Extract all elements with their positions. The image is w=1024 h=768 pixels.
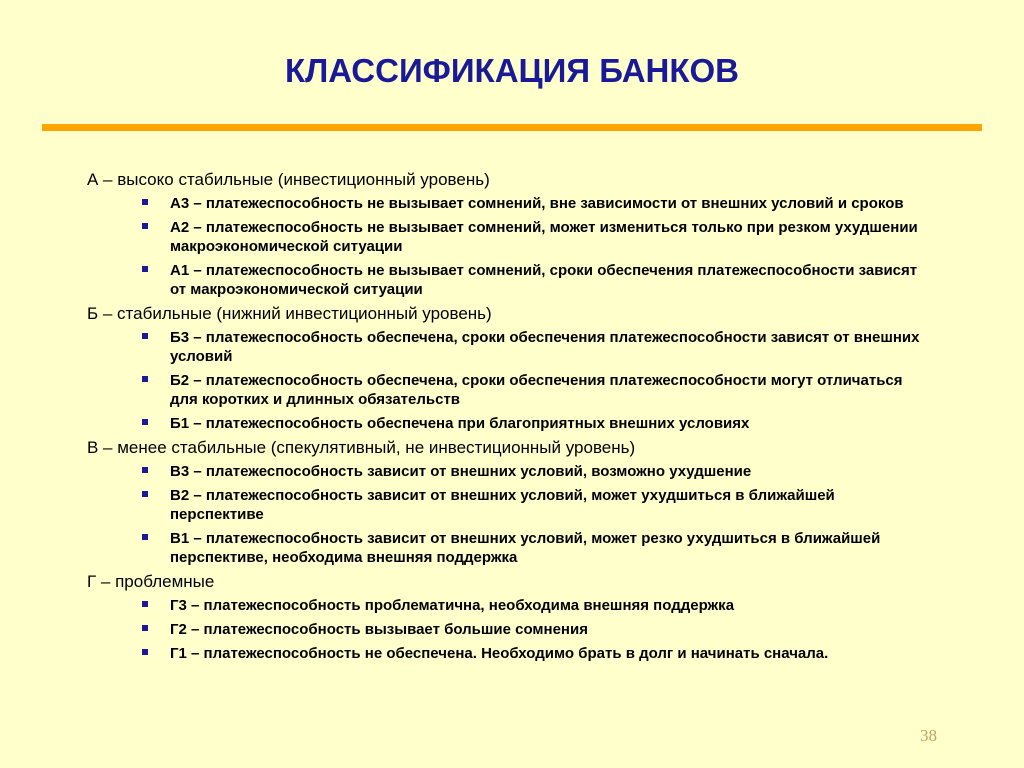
square-bullet-icon xyxy=(142,333,148,339)
list-item xyxy=(87,414,930,433)
list-item xyxy=(87,328,930,366)
list-item xyxy=(87,620,930,639)
item-text: Г2 – платежеспособность вызывает большие сомнения xyxy=(170,621,588,638)
item-text: В3 – платежеспособность зависит от внешних условий, возможно ухудшение xyxy=(170,463,752,480)
page-title: КЛАССИФИКАЦИЯ БАНКОВ xyxy=(284,52,740,89)
list-item xyxy=(87,529,930,567)
group-label: Г – проблемные xyxy=(87,572,215,591)
item-text: Б1 – платежеспособность обеспечена при благоприятных внешних условиях xyxy=(170,415,750,432)
group-a xyxy=(87,170,947,299)
item-text: А3 – платежеспособность не вызывает сомнений, вне зависимости от внешних условий и сроков xyxy=(170,195,904,212)
group-items xyxy=(87,596,947,663)
item-text: Б2 – платежеспособность обеспечена, сроки обеспечения платежеспособности могут отличаться для коротких и длинных обязательств xyxy=(170,372,903,408)
title-divider xyxy=(42,124,982,131)
list-item xyxy=(87,644,930,663)
square-bullet-icon xyxy=(142,419,148,425)
group-g xyxy=(87,572,947,663)
square-bullet-icon xyxy=(142,534,148,540)
item-text: В1 – платежеспособность зависит от внешних условий, может резко ухудшиться в ближайшей перспективе, необходима внешняя поддержка xyxy=(170,530,881,566)
group-items xyxy=(87,462,947,567)
item-text: Г1 – платежеспособность не обеспечена. Необходимо брать в долг и начинать сначала. xyxy=(170,645,829,662)
square-bullet-icon xyxy=(142,467,148,473)
classification-list xyxy=(87,170,947,668)
group-items xyxy=(87,328,947,433)
page-number: 38 xyxy=(920,726,937,745)
item-text: А2 – платежеспособность не вызывает сомнений, может измениться только при резком ухудшении макроэкономической ситуации xyxy=(170,219,918,255)
square-bullet-icon xyxy=(142,625,148,631)
square-bullet-icon xyxy=(142,601,148,607)
square-bullet-icon xyxy=(142,223,148,229)
square-bullet-icon xyxy=(142,649,148,655)
list-item xyxy=(87,261,930,299)
list-item xyxy=(87,194,930,213)
item-text: Б3 – платежеспособность обеспечена, сроки обеспечения платежеспособности зависят от внешних условий xyxy=(170,329,920,365)
list-item xyxy=(87,486,930,524)
list-item xyxy=(87,371,930,409)
item-text: Г3 – платежеспособность проблематична, необходима внешняя поддержка xyxy=(170,597,735,614)
group-label: А – высоко стабильные (инвестиционный уровень) xyxy=(87,170,490,189)
group-b xyxy=(87,304,947,433)
square-bullet-icon xyxy=(142,376,148,382)
square-bullet-icon xyxy=(142,491,148,497)
square-bullet-icon xyxy=(142,266,148,272)
square-bullet-icon xyxy=(142,199,148,205)
item-text: А1 – платежеспособность не вызывает сомнений, сроки обеспечения платежеспособности зависят от макроэкономической ситуации xyxy=(170,262,918,298)
list-item xyxy=(87,218,930,256)
group-v xyxy=(87,438,947,567)
group-label: Б – стабильные (нижний инвестиционный уровень) xyxy=(87,304,492,323)
list-item xyxy=(87,462,930,481)
item-text: В2 – платежеспособность зависит от внешних условий, может ухудшиться в ближайшей перспективе xyxy=(170,487,835,523)
list-item xyxy=(87,596,930,615)
group-items xyxy=(87,194,947,299)
group-label: В – менее стабильные (спекулятивный, не инвестиционный уровень) xyxy=(87,438,636,457)
